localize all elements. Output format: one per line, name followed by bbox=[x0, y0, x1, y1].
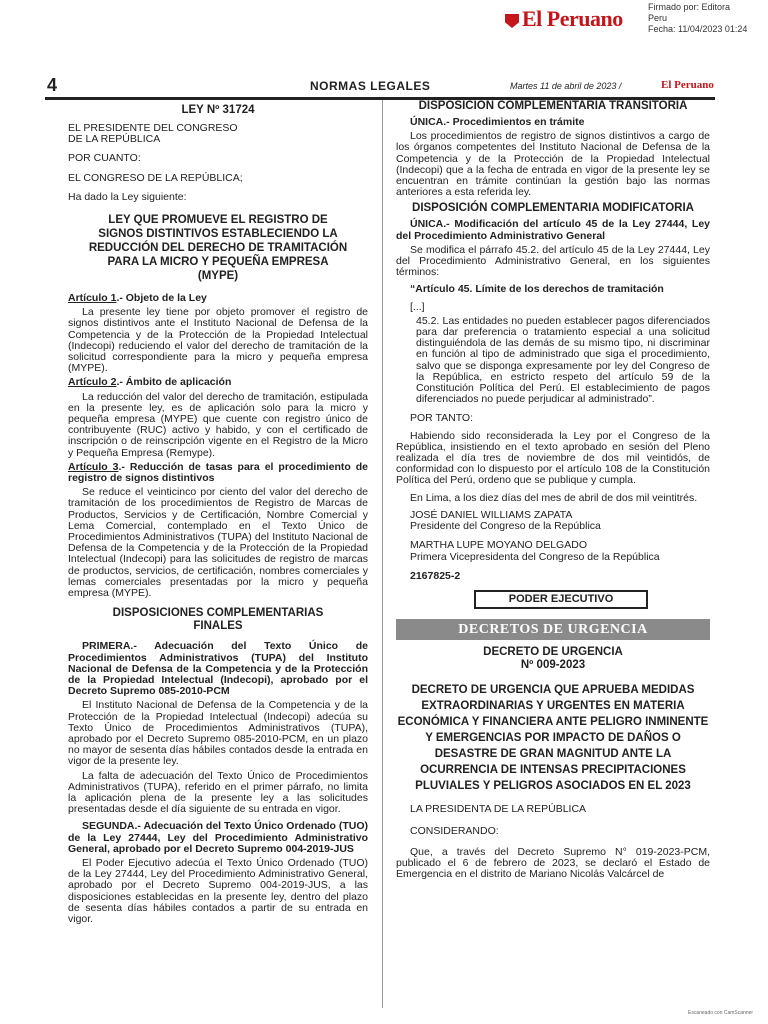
segunda-paragraph-1: El Poder Ejecutivo adecúa el Texto Único Ordenado (TUO) de la Ley 27444, Ley del Procedimiento Administrativo General, aprobado por el Decreto Supremo 004-2019-JUS, a las disposiciones establecidas en la presente ley, dentro del plazo de sesenta días hábiles contados a partir de su entrada en vigor. bbox=[68, 856, 368, 925]
signatory-1-name: JOSÉ DANIEL WILLIAMS ZAPATA bbox=[410, 508, 573, 521]
article-2-heading: Artículo 2.- Ámbito de aplicación bbox=[68, 376, 232, 389]
page-header bbox=[45, 75, 715, 100]
unica-modificacion-heading: ÚNICA.- Modificación del artículo 45 de la Ley 27444, Ley del Procedimiento Administrativo General bbox=[396, 218, 710, 242]
column-divider bbox=[382, 100, 383, 1008]
signatory-2-role: Primera Vicepresidenta del Congreso de la República bbox=[410, 550, 660, 563]
document-code: 2167825-2 bbox=[410, 569, 461, 582]
du-heading: DECRETO DE URGENCIA bbox=[483, 646, 623, 659]
unica-modificacion-text: Se modifica el párrafo 45.2. del artículo 45 de la Ley 27444, Ley del Procedimiento Administrativo General, en los siguientes términos: bbox=[396, 243, 710, 279]
lima-date: En Lima, a los diez días del mes de abril de dos mil veintitrés. bbox=[410, 491, 698, 504]
section-title: NORMAS LEGALES bbox=[310, 79, 431, 93]
primera-heading: PRIMERA.- Adecuación del Texto Único de Procedimientos Administrativos (TUPA) del Instituto Nacional de Defensa de la Competencia y de la Protección de la Propiedad Intelectual (Indecopi), aprobado por el Decreto Supremo 085-2010-PCM bbox=[68, 640, 368, 698]
signatory-1-role: Presidente del Congreso de la República bbox=[410, 520, 601, 533]
top-banner bbox=[0, 0, 768, 60]
article-1-text: La presente ley tiene por objeto promover el registro de signos distintivos ante el Instituto Nacional de Defensa de la Competencia y de la Protección de la Propiedad Intelectual (Indecopi) reduciendo el valor del derecho de tramitación de la solicitud correspondiente para la micro y pequeña empresa (MYPE). bbox=[68, 306, 368, 375]
unica-text: Los procedimientos de registro de signos distintivos a cargo de los órganos competentes del Instituto Nacional de Defensa de la Competencia y de la Protección de la Propiedad Intelectual (Indecopi) que a la fecha de entrada en vigor de la presente ley se encuentran en trámite continúan la gestión bajo las normas anteriores a esta referida ley. bbox=[396, 130, 710, 199]
header-brand: El Peruano bbox=[661, 79, 714, 91]
segunda-heading: SEGUNDA.- Adecuación del Texto Único Ordenado (TUO) de la Ley 27444, Ley del Procedimiento Administrativo General, aprobado por el Decreto Supremo 004-2019-JUS bbox=[68, 820, 368, 855]
logo-mark-icon bbox=[505, 14, 519, 28]
article-3-heading: Artículo 3.- Reducción de tasas para el procedimiento de registro de signos distintivos bbox=[68, 460, 368, 485]
ley-title: LEY Nº 31724 bbox=[181, 104, 255, 116]
ley-name: LEY QUE PROMUEVE EL REGISTRO DE SIGNOS DISTINTIVOS ESTABLECIENDO LA REDUCCIÓN DEL DERECHO DE TRAMITACIÓN PARA LA MICRO Y PEQUEÑA EMPRESA (MYPE) bbox=[88, 214, 348, 283]
modificatoria-heading: DISPOSICIÓN COMPLEMENTARIA MODIFICATORIA bbox=[412, 202, 694, 215]
por-tanto: POR TANTO: bbox=[410, 412, 474, 425]
intro-block: EL PRESIDENTE DEL CONGRESO DE LA REPÚBLICA POR CUANTO: EL CONGRESO DE LA REPÚBLICA; Ha dado la Ley siguiente: bbox=[68, 122, 243, 203]
article-1-heading: Artículo 1.- Objeto de la Ley bbox=[68, 292, 207, 305]
article-3-text: Se reduce el veinticinco por ciento del valor del derecho de tramitación de los procedimientos de Registro de Marcas de Productos, Servicios y de Certificación, Nombre Comercial y Lema Comercial, contemplado en el Texto Único de Procedimientos Administrativos (TUPA) del Instituto Nacional de Defensa de la Competencia y de la Protección de la Propiedad Intelectual (Indecopi) para las solicitudes de registro de marcas de productos, servicios, de certificación, nombres comerciales y lemas comerciales presentadas por la micro y pequeña empresa (MYPE). bbox=[68, 486, 368, 600]
transitoria-heading: DISPOSICIÓN COMPLEMENTARIA TRANSITORIA bbox=[418, 100, 688, 112]
article-45-title: “Artículo 45. Límite de los derechos de tramitación bbox=[410, 283, 664, 296]
disposiciones-heading: DISPOSICIONES COMPLEMENTARIAS FINALES bbox=[112, 607, 324, 633]
primera-paragraph-2: La falta de adecuación del Texto Único de Procedimientos Administrativos (TUPA), referido en el primer párrafo, no limita la aplicación plena de la presente ley a las solicitudes presentadas desde el día siguiente de su entrada en vigor. bbox=[68, 769, 368, 816]
ellipsis: [...] bbox=[410, 300, 425, 313]
el-peruano-logo: El Peruano bbox=[505, 6, 623, 32]
article-2-text: La reducción del valor del derecho de tramitación, estipulada en la presente ley, es de aplicación solo para la micro y pequeña empresa (MYPE) que cuente con registro único de contribuyente (RUC) activo y habido, y con el certificado de inscripción o de reinscripción vigente en el Registro de la Micro y Pequeña Empresa (Remype). bbox=[68, 390, 368, 459]
signatory-2-name: MARTHA LUPE MOYANO DELGADO bbox=[410, 539, 587, 552]
page-number: 4 bbox=[47, 75, 58, 95]
header-date: Martes 11 de abril de 2023 / bbox=[510, 81, 622, 91]
habiendo-text: Habiendo sido reconsiderada la Ley por el Congreso de la República, insistiendo en el texto aprobado en sesión del Pleno realizada el día tres de noviembre de dos mil veintidós, de conformidad con lo dispuesto por el artículo 108 de la Constitución Política del Perú, ordeno que se publique y cumpla. bbox=[396, 429, 710, 487]
paragraph-45-2: 45.2. Las entidades no pueden establecer pagos diferenciados para dar preferencia o tratamiento especial a una solicitud distinguiéndola de las demás de su mismo tipo, ni discriminar en función al tipo de administrado que siga el procedimiento, salvo que se disponga expresamente por ley del Congreso de la República, en estricto respeto del artículo 59 de la Constitución Política del Perú. El establecimiento de pagos diferenciados no puede perjudicar al administrado”. bbox=[416, 314, 710, 406]
que-paragraph: Que, a través del Decreto Supremo N° 019-2023-PCM, publicado el 6 de febrero de 2023, se declaró el Estado de Emergencia en el distrito de Mariano Nicolás Valcárcel de bbox=[396, 845, 710, 881]
presidenta: LA PRESIDENTA DE LA REPÚBLICA bbox=[410, 803, 587, 816]
considerando: CONSIDERANDO: bbox=[410, 824, 499, 837]
decretos-urgencia-bar: DECRETOS DE URGENCIA bbox=[396, 619, 710, 640]
du-number: Nº 009-2023 bbox=[520, 659, 586, 672]
du-title: DECRETO DE URGENCIA QUE APRUEBA MEDIDAS EXTRAORDINARIAS Y URGENTES EN MATERIA ECONÓMICA Y FINANCIERA ANTE PELIGRO INMINENTE Y EMERGENCIAS POR IMPACTO DE DAÑOS O DESASTRE DE GRAN MAGNITUD ANTE LA OCURRENCIA DE INTENSAS PRECIPITACIONES PLUVIALES Y PELIGROS ASOCIADOS EN EL 2023 bbox=[397, 684, 709, 793]
unica-heading: ÚNICA.- Procedimientos en trámite bbox=[410, 116, 585, 128]
poder-ejecutivo-label: PODER EJECUTIVO bbox=[474, 590, 648, 609]
right-column bbox=[396, 100, 710, 883]
primera-paragraph-1: El Instituto Nacional de Defensa de la Competencia y de la Protección de la Propiedad Intelectual (Indecopi) adecúa su Texto Único de Procedimientos Administrativos (TUPA), aprobado por el Decreto Supremo 085-2010-PCM, en un plazo no mayor de sesenta días hábiles contados desde la entrada en vigor de la presente ley. bbox=[68, 699, 368, 768]
scanner-footer: Escaneado con CamScanner bbox=[688, 1010, 754, 1016]
digital-signature: Firmado por: Editora Peru Fecha: 11/04/2023 01:24 bbox=[648, 2, 748, 34]
left-column bbox=[68, 100, 368, 928]
